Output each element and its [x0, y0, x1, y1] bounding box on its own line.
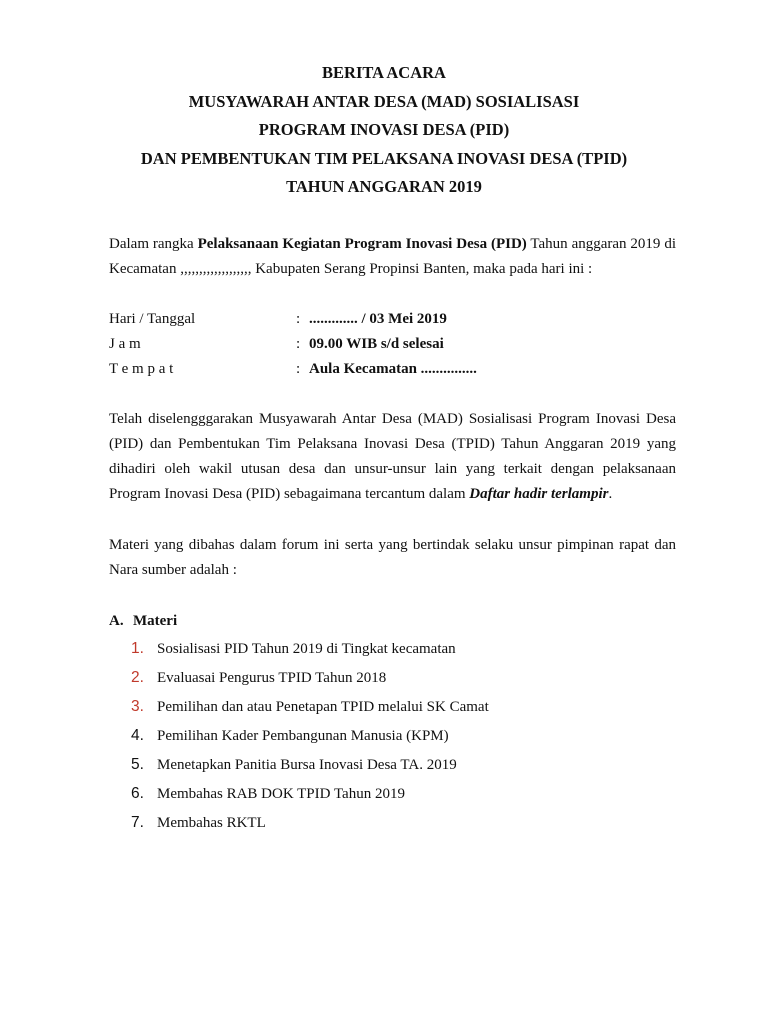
body-paragraph [109, 407, 676, 507]
list-number: 2. [131, 669, 144, 686]
section-heading [109, 609, 177, 634]
list-item [131, 781, 489, 810]
list-number: 3. [131, 698, 144, 715]
list-number: 7. [131, 814, 144, 831]
intro-paragraph [109, 232, 676, 282]
info-colon: : [296, 336, 301, 352]
list-number: 4. [131, 727, 144, 744]
list-item-text: Evaluasai Pengurus TPID Tahun 2018 [157, 670, 387, 686]
list-item-text: Membahas RAB DOK TPID Tahun 2019 [157, 786, 405, 802]
list-number: 6. [131, 785, 144, 802]
list-item [131, 665, 489, 694]
list-item [131, 810, 489, 839]
info-colon: : [296, 361, 301, 377]
list-item [131, 752, 489, 781]
list-item [131, 636, 489, 665]
list-item [131, 723, 489, 752]
info-row-time [109, 332, 676, 357]
materi-paragraph: Materi yang dibahas dalam forum ini serta yang bertindak selaku unsur pimpinan rapat dan Nara sumber adalah : [109, 537, 676, 578]
info-value: 09.00 WIB s/d selesai [309, 336, 444, 352]
info-label: Hari / Tanggal [109, 311, 196, 327]
title-line: DAN PEMBENTUKAN TIM PELAKSANA INOVASI DESA (TPID) [140, 148, 628, 168]
info-row-place [109, 357, 676, 382]
list-item-text: Membahas RKTL [157, 815, 266, 831]
list-item-text: Sosialisasi PID Tahun 2019 di Tingkat kecamatan [157, 641, 456, 657]
list-number: 5. [131, 756, 144, 773]
body-text: Telah diselengggarakan Musyawarah Antar Desa (MAD) Sosialisasi Program Inovasi Desa (PID) dan Pembentukan Tim Pelaksana Inovasi Desa (TPID) Tahun Anggaran 2019 yang dihadiri oleh wakil utusan desa dan unsur-unsur lain yang terkait dengan pelaksanaan Program Inovasi Desa (PID) sebagaimana tercantum dalam [109, 411, 676, 502]
info-colon: : [296, 311, 301, 327]
list-item [131, 694, 489, 723]
list-item-text: Pemilihan dan atau Penetapan TPID melalui SK Camat [157, 699, 489, 715]
body-end: . [608, 486, 613, 502]
info-label: T e m p a t [109, 361, 174, 377]
info-value: Aula Kecamatan ............... [309, 361, 477, 377]
attendance-list-reference: Daftar hadir terlampir [469, 486, 609, 502]
intro-bold-text: Pelaksanaan Kegiatan Program Inovasi Desa (PID) [197, 236, 527, 252]
intro-prefix: Dalam rangka [109, 236, 198, 252]
info-label: J a m [109, 336, 141, 352]
list-number: 1. [131, 640, 144, 657]
title-line: TAHUN ANGGARAN 2019 [286, 177, 482, 196]
materi-list [131, 636, 489, 839]
info-value: ............. / 03 Mei 2019 [309, 311, 447, 327]
document-title [0, 59, 768, 202]
title-line: BERITA ACARA [322, 63, 446, 82]
list-item-text: Pemilihan Kader Pembangunan Manusia (KPM) [157, 728, 449, 744]
section-letter: A. [109, 613, 124, 629]
title-line: MUSYAWARAH ANTAR DESA (MAD) SOSIALISASI [188, 91, 580, 111]
info-row-date [109, 307, 676, 332]
section-title: Materi [133, 613, 178, 629]
title-line: PROGRAM INOVASI DESA (PID) [258, 120, 510, 139]
list-item-text: Menetapkan Panitia Bursa Inovasi Desa TA. 2019 [157, 757, 457, 773]
intro-suffix: Tahun anggaran 2019 di Kecamatan ,,,,,,,,,,,,,,,,,,, Kabupaten Serang Propinsi Banten, maka pada hari ini : [109, 236, 676, 277]
